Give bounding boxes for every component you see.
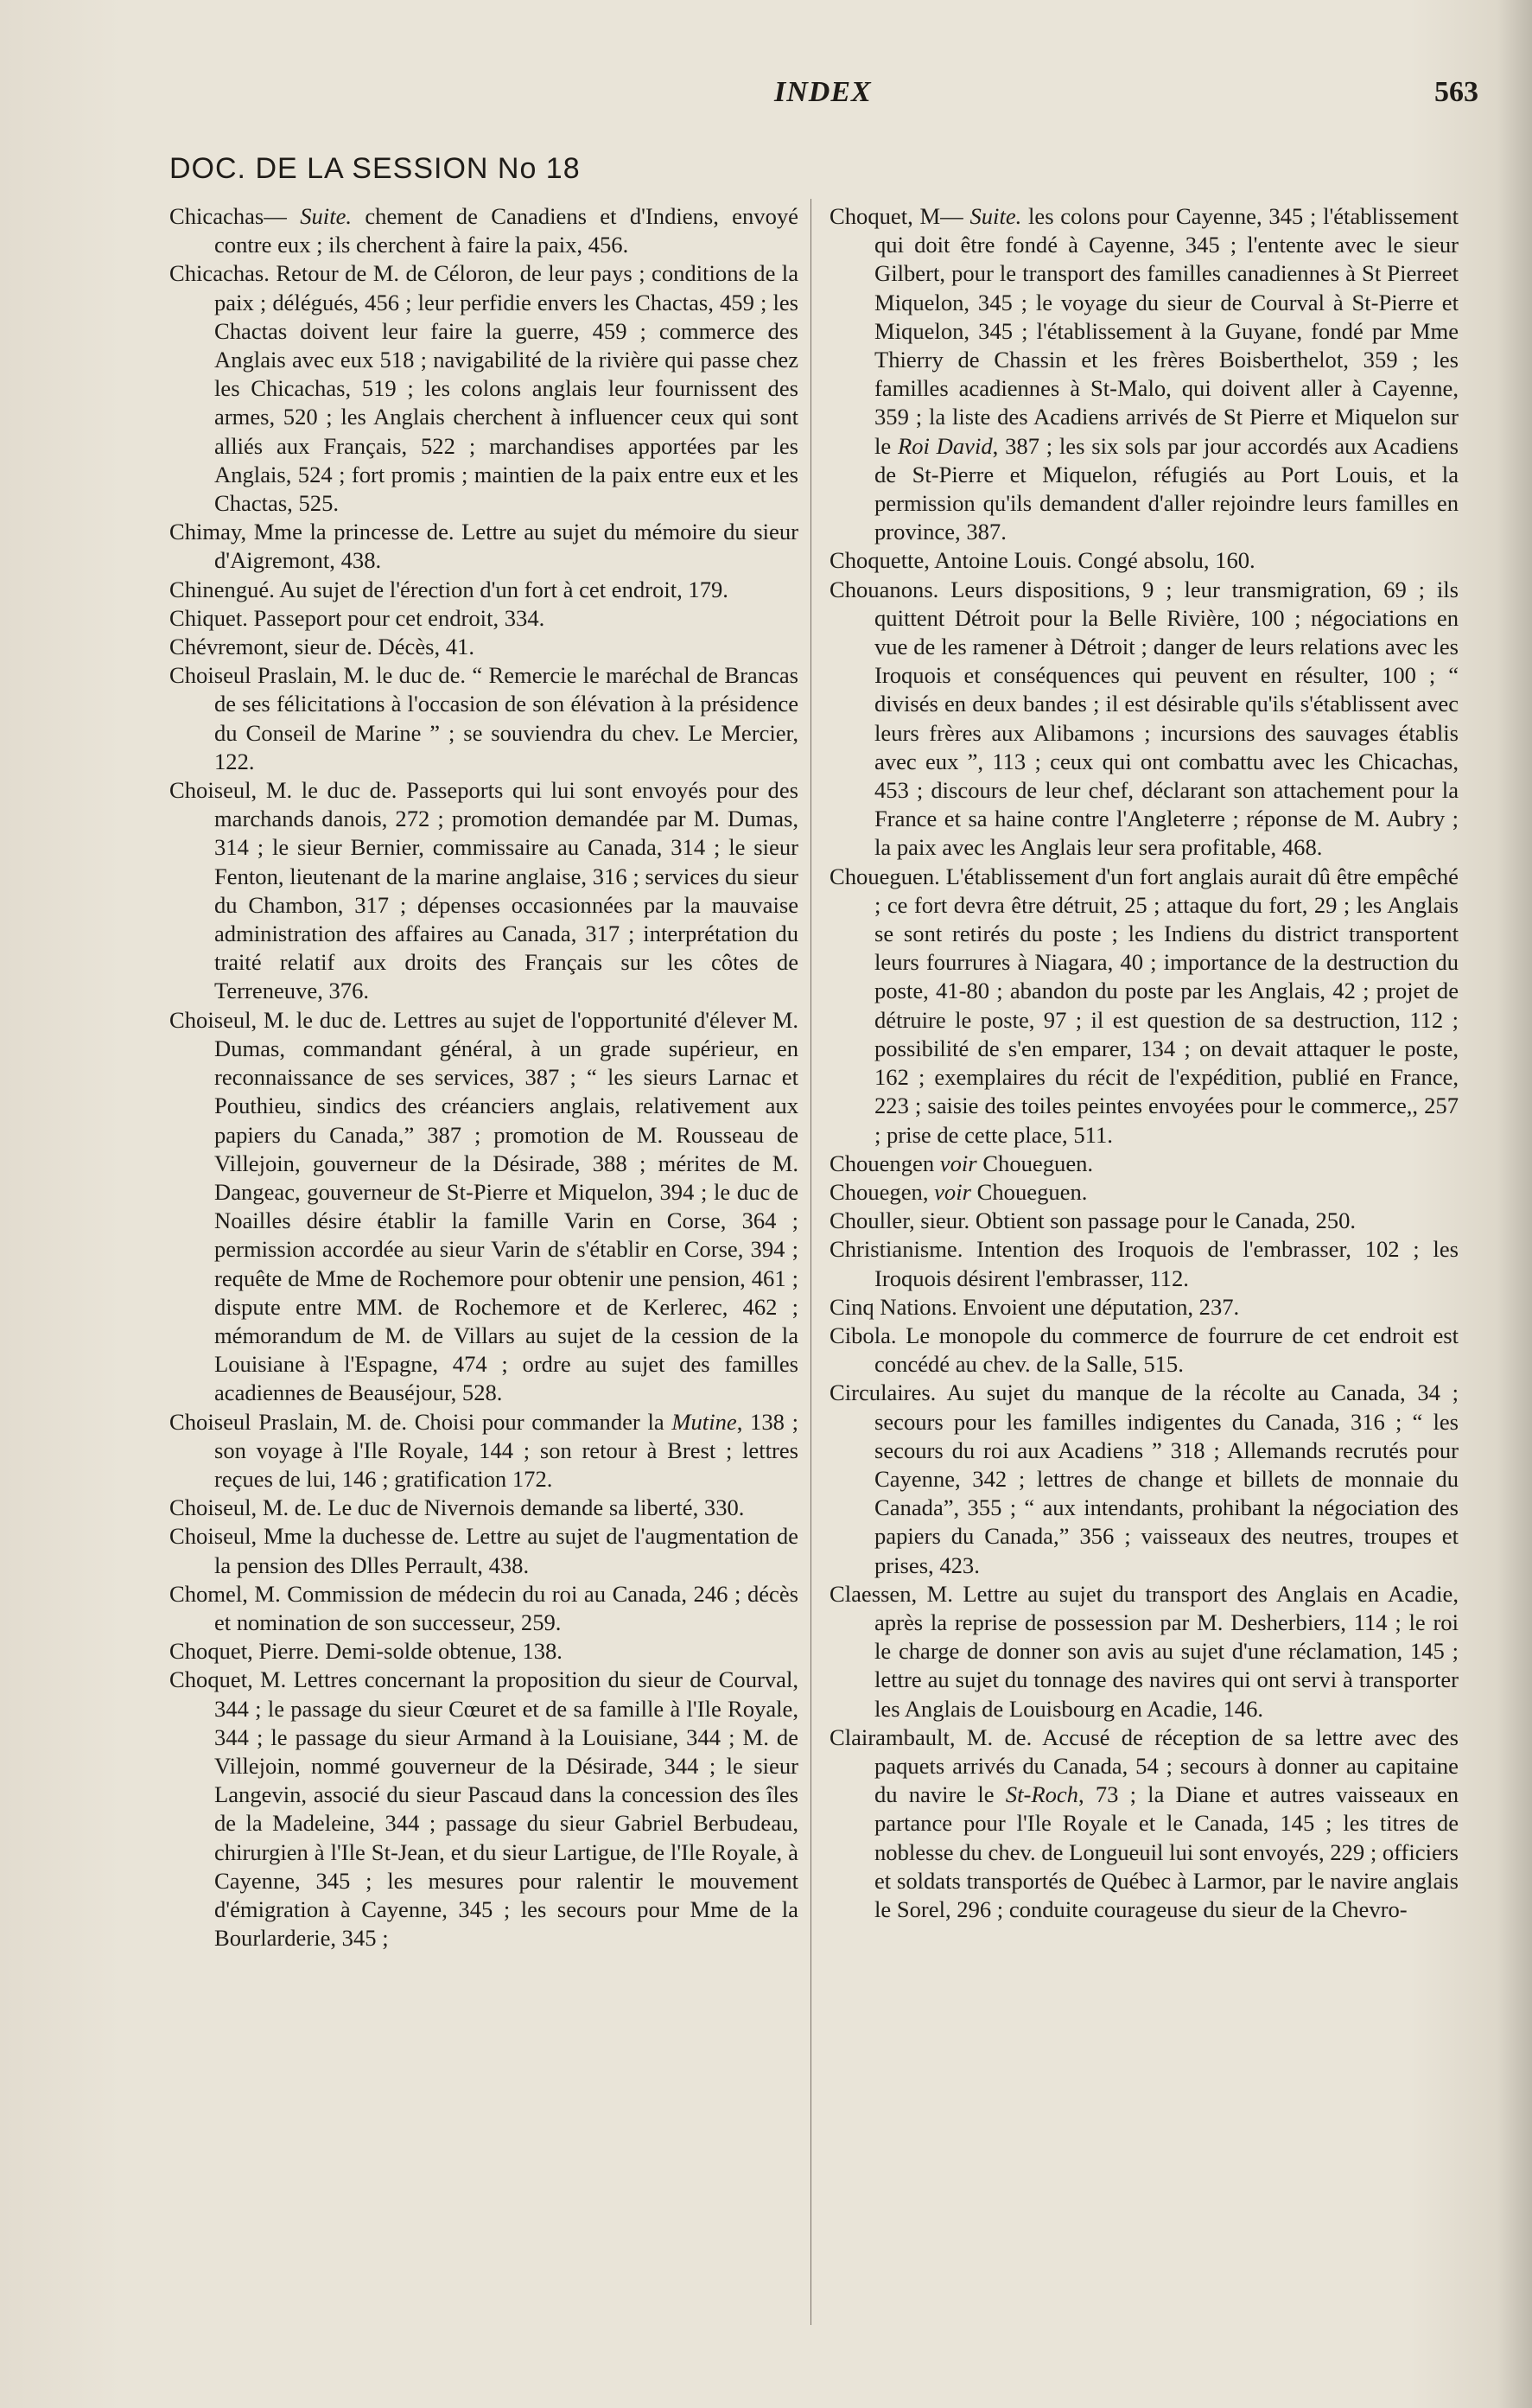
- entry-heading: Claessen, M.: [830, 1580, 953, 1607]
- entry-text-italic: Roi David: [897, 432, 993, 459]
- index-entry: [169, 776, 798, 1006]
- index-entry: [169, 518, 798, 575]
- entry-text: Demi-solde obtenue, 138.: [325, 1638, 563, 1665]
- entry-text: Passeports qui lui sont envoyés pour des marchands danois, 272 ; promotion demandée par M. Dumas, 314 ; le sieur Bernier, commissaire au Canada, 314 ; le sieur Fenton, lieutenant de la marine anglaise, 316 ; services du sieur du Chambon, 317 ; dépenses occasionnées par la mauvaise administration des affaires au Canada, 317 ; interprétation du traité relatif aux droits des Français sur les côtes de Terreneuve, 376.: [214, 777, 798, 1004]
- entry-text: Intention des Iroquois de l'embrasser, 102 ; les Iroquois désirent l'embrasser, 112.: [874, 1236, 1459, 1291]
- entry-text: Le duc de Nivernois demande sa liberté, 330.: [327, 1494, 745, 1521]
- index-entry: [169, 1494, 798, 1522]
- entry-heading: Chévremont, sieur de.: [169, 634, 372, 660]
- entry-text: Retour de M. de Céloron, de leur pays ; conditions de la paix ; délégués, 456 ; leur perfidie envers les Chactas, 459 ; les Chactas doivent leur faire la guerre, 459 ; commerce des Anglais avec eux 518 ; navigabilité de la rivière qui passe chez les Chicachas, 519 ; les colons anglais leur fournissent des armes, 520 ; les Anglais cherchent à influencer ceux qui sont alliés aux Français, 522 ; marchandises apportées par les Anglais, 524 ; fort promis ; maintien de la paix entre eux et les Chactas, 525.: [214, 260, 798, 517]
- index-entry: [169, 259, 798, 518]
- index-entry: [830, 1207, 1459, 1235]
- index-entry: [169, 661, 798, 776]
- index-entry: [830, 202, 1459, 546]
- entry-text-italic: Mutine: [671, 1408, 737, 1435]
- entry-heading: Clairambault, M. de.: [830, 1723, 1033, 1750]
- entry-text: Au sujet de l'érection d'un fort à cet endroit, 179.: [279, 576, 728, 602]
- page-edge-shadow: [1497, 0, 1532, 2408]
- entry-heading: Chouengen: [830, 1150, 935, 1176]
- entry-heading-italic: voir: [928, 1178, 971, 1205]
- entry-text: Passeport pour cet endroit, 334.: [253, 604, 545, 631]
- entry-text: chement de Canadiens et d'Indiens, envoyé contre eux ; ils cherchent à faire la paix, 456.: [214, 203, 798, 258]
- entry-heading: Choiseul, M. le duc de.: [169, 777, 397, 804]
- entry-heading: Choueguen.: [830, 863, 940, 889]
- entry-text: Lettres au sujet de l'opportunité d'élever M. Dumas, commandant général, à un grade supérieur, en reconnaissance de ses services, 387 ; “ les sieurs Larnac et Pouthieu, sindics des créanciers anglais, relativement aux papiers du Canada,” 387 ; promotion de M. Rousseau de Villejoin, gouverneur de la Désirade, 388 ; mérites de M. Dangeac, gouverneur de St-Pierre et Miquelon, 394 ; le duc de Noailles désire établir la famille Varin en Corse, 364 ; permission accordée au sieur Varin de s'établir en Corse, 394 ; requête de Mme de Rochemore pour obtenir une pension, 461 ; dispute entre MM. de Rochemore et de Kerlerec, 462 ; mémorandum de M. de Villars au sujet de la cession de la Louisiane à l'Espagne, 474 ; ordre au sujet des familles acadiennes de Beauséjour, 528.: [214, 1006, 799, 1406]
- entry-heading: Chouanons.: [830, 576, 939, 602]
- entry-text: Envoient une députation, 237.: [963, 1293, 1240, 1320]
- index-entry: [169, 1580, 798, 1637]
- index-entry: [169, 1637, 798, 1666]
- entry-heading-italic: Suite.: [286, 203, 353, 229]
- entry-text: Lettre au sujet de l'augmentation de la pension des Dlles Perrault, 438.: [214, 1523, 798, 1578]
- index-entry: [830, 863, 1459, 1150]
- entry-text: Congé absolu, 160.: [1077, 547, 1255, 574]
- index-entry: [169, 202, 798, 259]
- index-entry: [169, 1408, 798, 1494]
- index-entry: [830, 546, 1459, 575]
- entry-text: Lettres concernant la proposition du sieur de Courval, 344 ; le passage du sieur Cœuret et de sa famille à l'Ile Royale, 344 ; le passage du sieur Armand à la Louisiane, 344 ; M. de Villejoin, nommé gouverneur de la Désirade, 344 ; le sieur Langevin, associé du sieur Pascaud dans la concession des îles de la Madeleine, 344 ; passage du sieur Gabriel Berbudeau, chirurgien à l'Ile St-Jean, et du sieur Lartigue, de l'Ile Royale, à Cayenne, 345 ; les mesures pour ralentir le mouvement d'émigration à Cayenne, 345 ; les secours pour Mme de la Bourlarderie, 345 ;: [214, 1666, 798, 1952]
- index-entry: [830, 1322, 1459, 1379]
- entry-text-continued: , 138 ; son voyage à l'Ile Royale, 144 ; son retour à Brest ; lettres reçues de lui, 146 ; gratification 172.: [214, 1408, 798, 1492]
- entry-heading: Choiseul, M. le duc de.: [169, 1006, 387, 1033]
- entry-heading: Chomel, M.: [169, 1580, 281, 1607]
- entry-heading: Choiseul, Mme la duchesse de.: [169, 1523, 460, 1550]
- index-entry: [830, 1235, 1459, 1292]
- right-column: [830, 202, 1459, 1924]
- index-entry: [169, 1666, 798, 1953]
- entry-text: Accusé de réception de sa lettre avec des paquets arrivés du Canada, 54 ; secours à donner au capitaine du navire le: [874, 1723, 1459, 1808]
- entry-heading: Chiquet.: [169, 604, 248, 631]
- index-entry: [169, 1522, 798, 1579]
- entry-heading: Circulaires.: [830, 1379, 937, 1406]
- entry-heading: Cibola.: [830, 1322, 897, 1348]
- entry-heading: Choquet, Pierre.: [169, 1638, 320, 1665]
- entry-heading: Chicachas—: [169, 203, 287, 229]
- index-entry: [830, 1580, 1459, 1723]
- index-entry: [169, 633, 798, 661]
- entry-heading: Choquette, Antoine Louis.: [830, 547, 1072, 574]
- index-entry: [169, 604, 798, 633]
- left-column: [169, 202, 798, 1953]
- running-head: INDEX: [774, 76, 872, 108]
- entry-text: Choisi pour commander la: [414, 1408, 672, 1435]
- entry-heading: Choquet, M.: [169, 1666, 287, 1693]
- entry-text: L'établissement d'un fort anglais aurait dû être empêché ; ce fort devra être détruit, 25 ; attaque du fort, 29 ; les Anglais se sont retirés du poste ; les Indiens du district transportent leurs fourrures à Niagara, 40 ; importance de la destruction du poste, 41-80 ; abandon du poste par les Anglais, 42 ; projet de détruire le poste, 97 ; il est question de sa destruction, 112 ; possibilité de s'en emparer, 134 ; on devait attaquer le poste, 162 ; exemplaires du récit de l'expédition, publié en France, 223 ; saisie des toiles peintes envoyées pour le commerce,, 257 ; prise de cette place, 511.: [874, 863, 1459, 1148]
- entry-text-italic: St-Roch: [1005, 1781, 1078, 1808]
- entry-heading: Choquet, M—: [830, 203, 963, 229]
- entry-text: Choueguen.: [982, 1150, 1094, 1176]
- entry-heading: Choiseul Praslain, M. le duc de.: [169, 662, 467, 689]
- entry-text: Lettre au sujet du transport des Anglais en Acadie, après la reprise de possession par M. Desherbiers, 114 ; le roi le charge de donner son avis au sujet d'une réclamation, 145 ; lettre au sujet du tonnage des navires qui ont servi à transporter les Anglais de Louisbourg en Acadie, 146.: [874, 1580, 1459, 1722]
- column-divider: [810, 199, 811, 2325]
- entry-heading: Chouegen,: [830, 1178, 929, 1205]
- entry-text-continued: , 73 ; la Diane et autres vaisseaux en partance pour l'Ile Royale et le Canada, 145 ; les titres de noblesse du chev. de Longueuil lui sont envoyés, 229 ; officiers et soldats transportés de Québec à Larmor, par le navire anglais le Sorel, 296 ; conduite courageuse du sieur de la Chevro-: [874, 1781, 1459, 1922]
- page-number: 563: [1434, 76, 1478, 108]
- entry-text: Au sujet du manque de la récolte au Canada, 34 ; secours pour les familles indigentes du Canada, 316 ; “ les secours du roi aux Acadiens ” 318 ; Allemands recrutés pour Cayenne, 342 ; lettres de change et billets de monnaie du Canada”, 355 ; “ aux intendants, prohibant la négociation des papiers du Canada,” 356 ; vaisseaux des neutres, troupes et prises, 423.: [874, 1379, 1459, 1578]
- entry-heading: Chinengué.: [169, 576, 275, 602]
- index-entry: [830, 1379, 1459, 1579]
- entry-text: Choueguen.: [976, 1178, 1088, 1205]
- entry-heading: Choiseul, M. de.: [169, 1494, 322, 1521]
- entry-heading-italic: voir: [934, 1150, 977, 1176]
- index-entry: [169, 576, 798, 604]
- entry-text: Le monopole du commerce de fourrure de cet endroit est concédé au chev. de la Salle, 515.: [874, 1322, 1459, 1378]
- entry-text: les colons pour Cayenne, 345 ; l'établissement qui doit être fondé à Cayenne, 345 ; l'entente avec le sieur Gilbert, pour le transport des familles canadiennes à St Pierreet Miquelon, 345 ; le voyage du sieur de Courval à St-Pierre et Miquelon, 345 ; l'établissement à la Guyane, fondé par Mme Thierry de Chassin et les frères Boisberthelot, 359 ; les familles acadiennes à St-Malo, qui doivent aller à Cayenne, 359 ; la liste des Acadiens arrivés de St Pierre et Miquelon sur le: [874, 203, 1459, 459]
- entry-heading: Chouller, sieur.: [830, 1207, 970, 1234]
- entry-text-continued: , 387 ; les six sols par jour accordés aux Acadiens de St-Pierre et Miquelon, réfugiés au Port Louis, et la permission qu'ils demandent d'aller rejoindre leurs familles en province, 387.: [874, 432, 1459, 545]
- index-entry: [830, 1150, 1459, 1178]
- index-entry: [830, 1723, 1459, 1924]
- entry-heading: Chicachas.: [169, 260, 270, 287]
- index-entry: [830, 1178, 1459, 1207]
- entry-text: “ Remercie le maréchal de Brancas de ses félicitations à l'occasion de son élévation à la présidence du Conseil de Marine ” ; se souviendra du chev. Le Mercier, 122.: [214, 662, 798, 774]
- entry-text: Lettre au sujet du mémoire du sieur d'Aigremont, 438.: [214, 519, 798, 574]
- entry-heading: Choiseul Praslain, M. de.: [169, 1408, 407, 1435]
- entry-text: Décès, 41.: [378, 634, 475, 660]
- index-entry: [830, 576, 1459, 863]
- entry-text: Commission de médecin du roi au Canada, 246 ; décès et nomination de son successeur, 259.: [214, 1580, 798, 1635]
- session-heading: DOC. DE LA SESSION No 18: [169, 152, 581, 185]
- index-entry: [169, 1006, 798, 1408]
- entry-heading-italic: Suite.: [963, 203, 1022, 229]
- entry-heading: Christianisme.: [830, 1236, 963, 1263]
- entry-text: Leurs dispositions, 9 ; leur transmigration, 69 ; ils quittent Détroit pour la Belle Rivière, 100 ; négociations en vue de les ramener à Détroit ; danger de leurs relations avec les Iroquois et conséquences qui peuvent en résulter, 100 ; “ divisés en deux bandes ; il est désirable qu'ils s'établissent avec leurs frères aux Alibamons ; incursions des sauvages établis avec eux ”, 113 ; ceux qui ont combattu avec les Chicachas, 453 ; discours de leur chef, déclarant son attachement pour la France et sa haine contre l'Angleterre ; réponse de M. Aubry ; la paix avec les Anglais leur sera profitable, 468.: [874, 576, 1459, 861]
- index-entry: [830, 1293, 1459, 1322]
- entry-text: Obtient son passage pour le Canada, 250.: [975, 1207, 1357, 1234]
- entry-heading: Cinq Nations.: [830, 1293, 957, 1320]
- entry-heading: Chimay, Mme la princesse de.: [169, 519, 455, 545]
